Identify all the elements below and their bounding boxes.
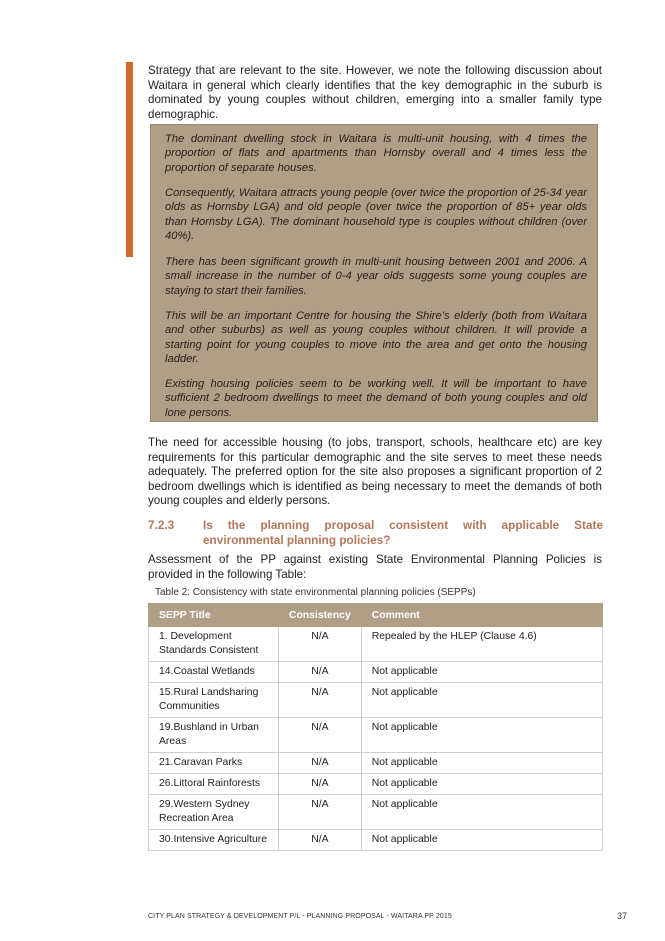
margin-accent-bar [126,62,133,257]
table-row [149,662,603,683]
comment-cell: Not applicable [361,753,602,774]
page-footer: CITY PLAN STRATEGY & DEVELOPMENT P/L - PLANNING PROPOSAL - WAITARA PP 2015 [148,913,452,920]
table-row [149,683,603,718]
sepp-table [148,603,603,851]
consistency-cell: N/A [278,627,361,662]
table-row [149,795,603,830]
table-row [149,627,603,662]
sepp-title-cell: 30.Intensive Agriculture [149,830,279,851]
consistency-cell: N/A [278,795,361,830]
sepp-title-cell: 15.Rural Landsharing Communities [149,683,279,718]
quote-paragraph: This will be an important Centre for housing the Shire’s elderly (both from Waitara and other suburbs) as well as young couples without children. It will provide a starting point for young couples to move into the area and get onto the housing ladder. [165,310,587,366]
consistency-cell: N/A [278,718,361,753]
comment-cell: Not applicable [361,662,602,683]
comment-cell: Repealed by the HLEP (Clause 4.6) [361,627,602,662]
consistency-cell: N/A [278,662,361,683]
sepp-title-cell: 14.Coastal Wetlands [149,662,279,683]
page-number: 37 [617,911,628,921]
consistency-cell: N/A [278,753,361,774]
section-title: Is the planning proposal consistent with applicable State environmental planning policies? [203,518,603,547]
consistency-cell: N/A [278,830,361,851]
sepp-title-cell: 29.Western Sydney Recreation Area [149,795,279,830]
table-row [149,774,603,795]
consistency-cell: N/A [278,774,361,795]
sepp-title-cell: 19.Bushland in Urban Areas [149,718,279,753]
sepp-title-cell: 1. Development Standards Consistent [149,627,279,662]
comment-cell: Not applicable [361,830,602,851]
assessment-paragraph: Assessment of the PP against existing State Environmental Planning Policies is provided in the following Table: [148,553,602,581]
quote-box [150,124,598,422]
quote-paragraph: There has been significant growth in multi-unit housing between 2001 and 2006. A small increase in the number of 0-4 year olds suggests some young couples are staying to start their families. [165,256,587,297]
column-header: SEPP Title [149,604,279,627]
quote-paragraph: The dominant dwelling stock in Waitara is multi-unit housing, with 4 times the proportion of flats and apartments than Hornsby overall and 4 times less the proportion of separate houses. [165,133,587,174]
table-row [149,753,603,774]
comment-cell: Not applicable [361,683,602,718]
sepp-title-cell: 26.Littoral Rainforests [149,774,279,795]
intro-paragraph: Strategy that are relevant to the site. However, we note the following discussion about Waitara in general which clearly identifies that the key demographic in the suburb is dominated by young couples without children, emerging into a smaller family type demographic. [148,64,602,121]
sepp-title-cell: 21.Caravan Parks [149,753,279,774]
comment-cell: Not applicable [361,718,602,753]
comment-cell: Not applicable [361,774,602,795]
section-number: 7.2.3 [148,518,175,532]
table-row [149,718,603,753]
column-header: Comment [361,604,602,627]
column-header: Consistency [278,604,361,627]
quote-paragraph: Existing housing policies seem to be working well. It will be important to have sufficient 2 bedroom dwellings to meet the demand of both young couples and old lone persons. [165,378,587,419]
consistency-cell: N/A [278,683,361,718]
housing-paragraph: The need for accessible housing (to jobs, transport, schools, healthcare etc) are key requirements for this particular demographic and the site serves to meet these needs adequately. The preferred option for the site also proposes a significant proportion of 2 bedroom dwellings which is identified as being necessary to meet the demands of both young couples and elderly persons. [148,436,602,507]
table-row [149,830,603,851]
quote-paragraph: Consequently, Waitara attracts young people (over twice the proportion of 25-34 year olds as Hornsby LGA) and old people (over twice the proportion of 85+ year olds than Hornsby LGA). The dominant household type is couples without children (over 40%). [165,187,587,243]
table-header-row [149,604,603,627]
table-caption: Table 2: Consistency with state environmental planning policies (SEPPs) [155,587,476,598]
comment-cell: Not applicable [361,795,602,830]
